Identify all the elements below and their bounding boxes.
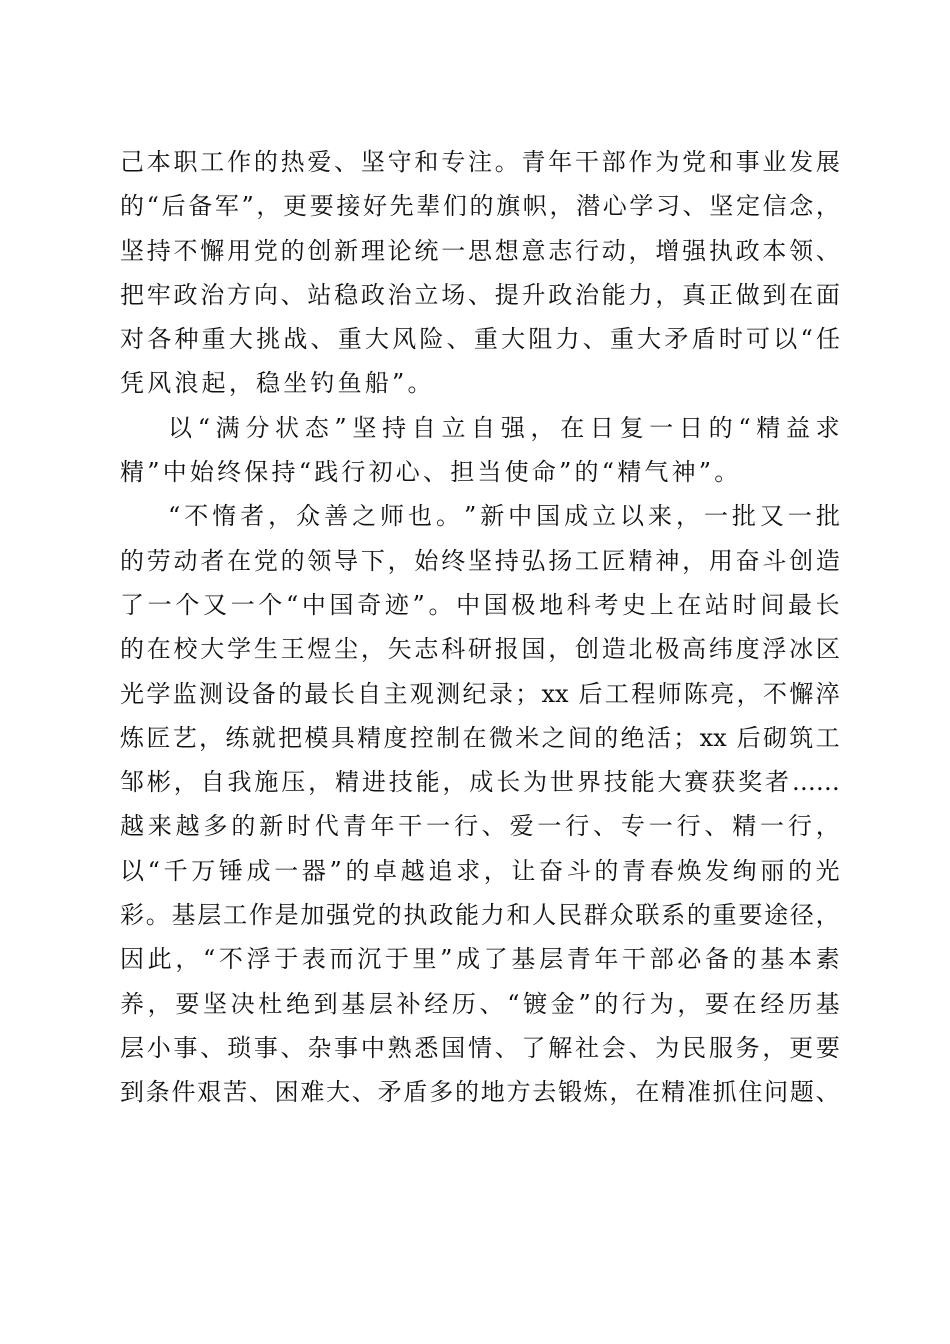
text-line: 越 来 越 多 的 新 时 代 青 年 干 一 行 、 爱 一 行 、 专 一 行 、 精 一 行 ， [120, 812, 840, 841]
text-line: 到 条 件 艰 苦 、 困 难 大 、 矛 盾 多 的 地 方 去 锻 炼 ， 在 精 准 抓 住 问 题 、 [120, 1078, 840, 1107]
text-line: 以 “ 千 万 锤 成 一 器 ” 的 卓 越 追 求 ， 让 奋 斗 的 青 春 焕 发 绚 丽 的 光 [120, 856, 840, 885]
text-line: 的 劳 动 者 在 党 的 领 导 下 ， 始 终 坚 持 弘 扬 工 匠 精 神 ， 用 奋 斗 创 造 [120, 546, 840, 575]
text-line: 层 小 事 、 琐 事 、 杂 事 中 熟 悉 国 情 、 了 解 社 会 、 为 民 服 务 ， 更 要 [120, 1033, 840, 1062]
text-line: 的 “ 后 备 军 ” ， 更 要 接 好 先 辈 们 的 旗 帜 ， 潜 心 学 习 、 坚 定 信 念 ， [120, 192, 840, 221]
text-line: 光 学 监 测 设 备 的 最 长 自 主 观 测 纪 录 ； xx 后 工 程 师 陈 亮 ， 不 懈 淬 [120, 679, 840, 708]
text-line: 养 ， 要 坚 决 杜 绝 到 基 层 补 经 历 、 “ 镀 金 ” 的 行 为 ， 要 在 经 历 基 [120, 989, 840, 1018]
text-line: 精 ” 中 始 终 保 持 “ 践 行 初 心 、 担 当 使 命 ” 的 “ 精 气 神 ” 。 [120, 458, 742, 487]
text-line: 因 此 ， “ 不 浮 于 表 而 沉 于 里 ” 成 了 基 层 青 年 干 部 必 备 的 基 本 素 [120, 945, 840, 974]
text-line: 凭 风 浪 起 ， 稳 坐 钓 鱼 船 ” 。 [120, 369, 435, 398]
text-line: 了 一 个 又 一 个 “ 中 国 奇 迹 ” 。 中 国 极 地 科 考 史 上 在 站 时 间 最 长 [120, 590, 840, 619]
text-line: 彩 。 基 层 工 作 是 加 强 党 的 执 政 能 力 和 人 民 群 众 联 系 的 重 要 途 径 ， [120, 901, 840, 930]
text-line: 己 本 职 工 作 的 热 爱 、 坚 守 和 专 注 。 青 年 干 部 作 为 党 和 事 业 发 展 [120, 148, 840, 176]
text-line: “ 不 惰 者 ， 众 善 之 师 也 。 ” 新 中 国 成 立 以 来 ， 一 批 又 一 批 [168, 502, 840, 531]
text-line: 邹 彬 ， 自 我 施 压 ， 精 进 技 能 ， 成 长 为 世 界 技 能 大 赛 获 奖 者 …… [120, 768, 840, 797]
text-line: 以 “ 满 分 状 态 ” 坚 持 自 立 自 强 ， 在 日 复 一 日 的 “ 精 益 求 [168, 413, 840, 442]
body-text [120, 140, 840, 1115]
text-line: 把 牢 政 治 方 向 、 站 稳 政 治 立 场 、 提 升 政 治 能 力 ， 真 正 做 到 在 面 [120, 280, 840, 309]
text-line: 的 在 校 大 学 生 王 煜 尘 ， 矢 志 科 研 报 国 ， 创 造 北 极 高 纬 度 浮 冰 区 [120, 635, 840, 664]
text-line: 对 各 种 重 大 挑 战 、 重 大 风 险 、 重 大 阻 力 、 重 大 矛 盾 时 可 以 “ 任 [120, 325, 840, 354]
text-line: 坚 持 不 懈 用 党 的 创 新 理 论 统 一 思 想 意 志 行 动 ， 增 强 执 政 本 领 、 [120, 236, 840, 265]
text-line: 炼 匠 艺 ， 练 就 把 模 具 精 度 控 制 在 微 米 之 间 的 绝 活 ； xx 后 砌 筑 工 [120, 723, 840, 752]
